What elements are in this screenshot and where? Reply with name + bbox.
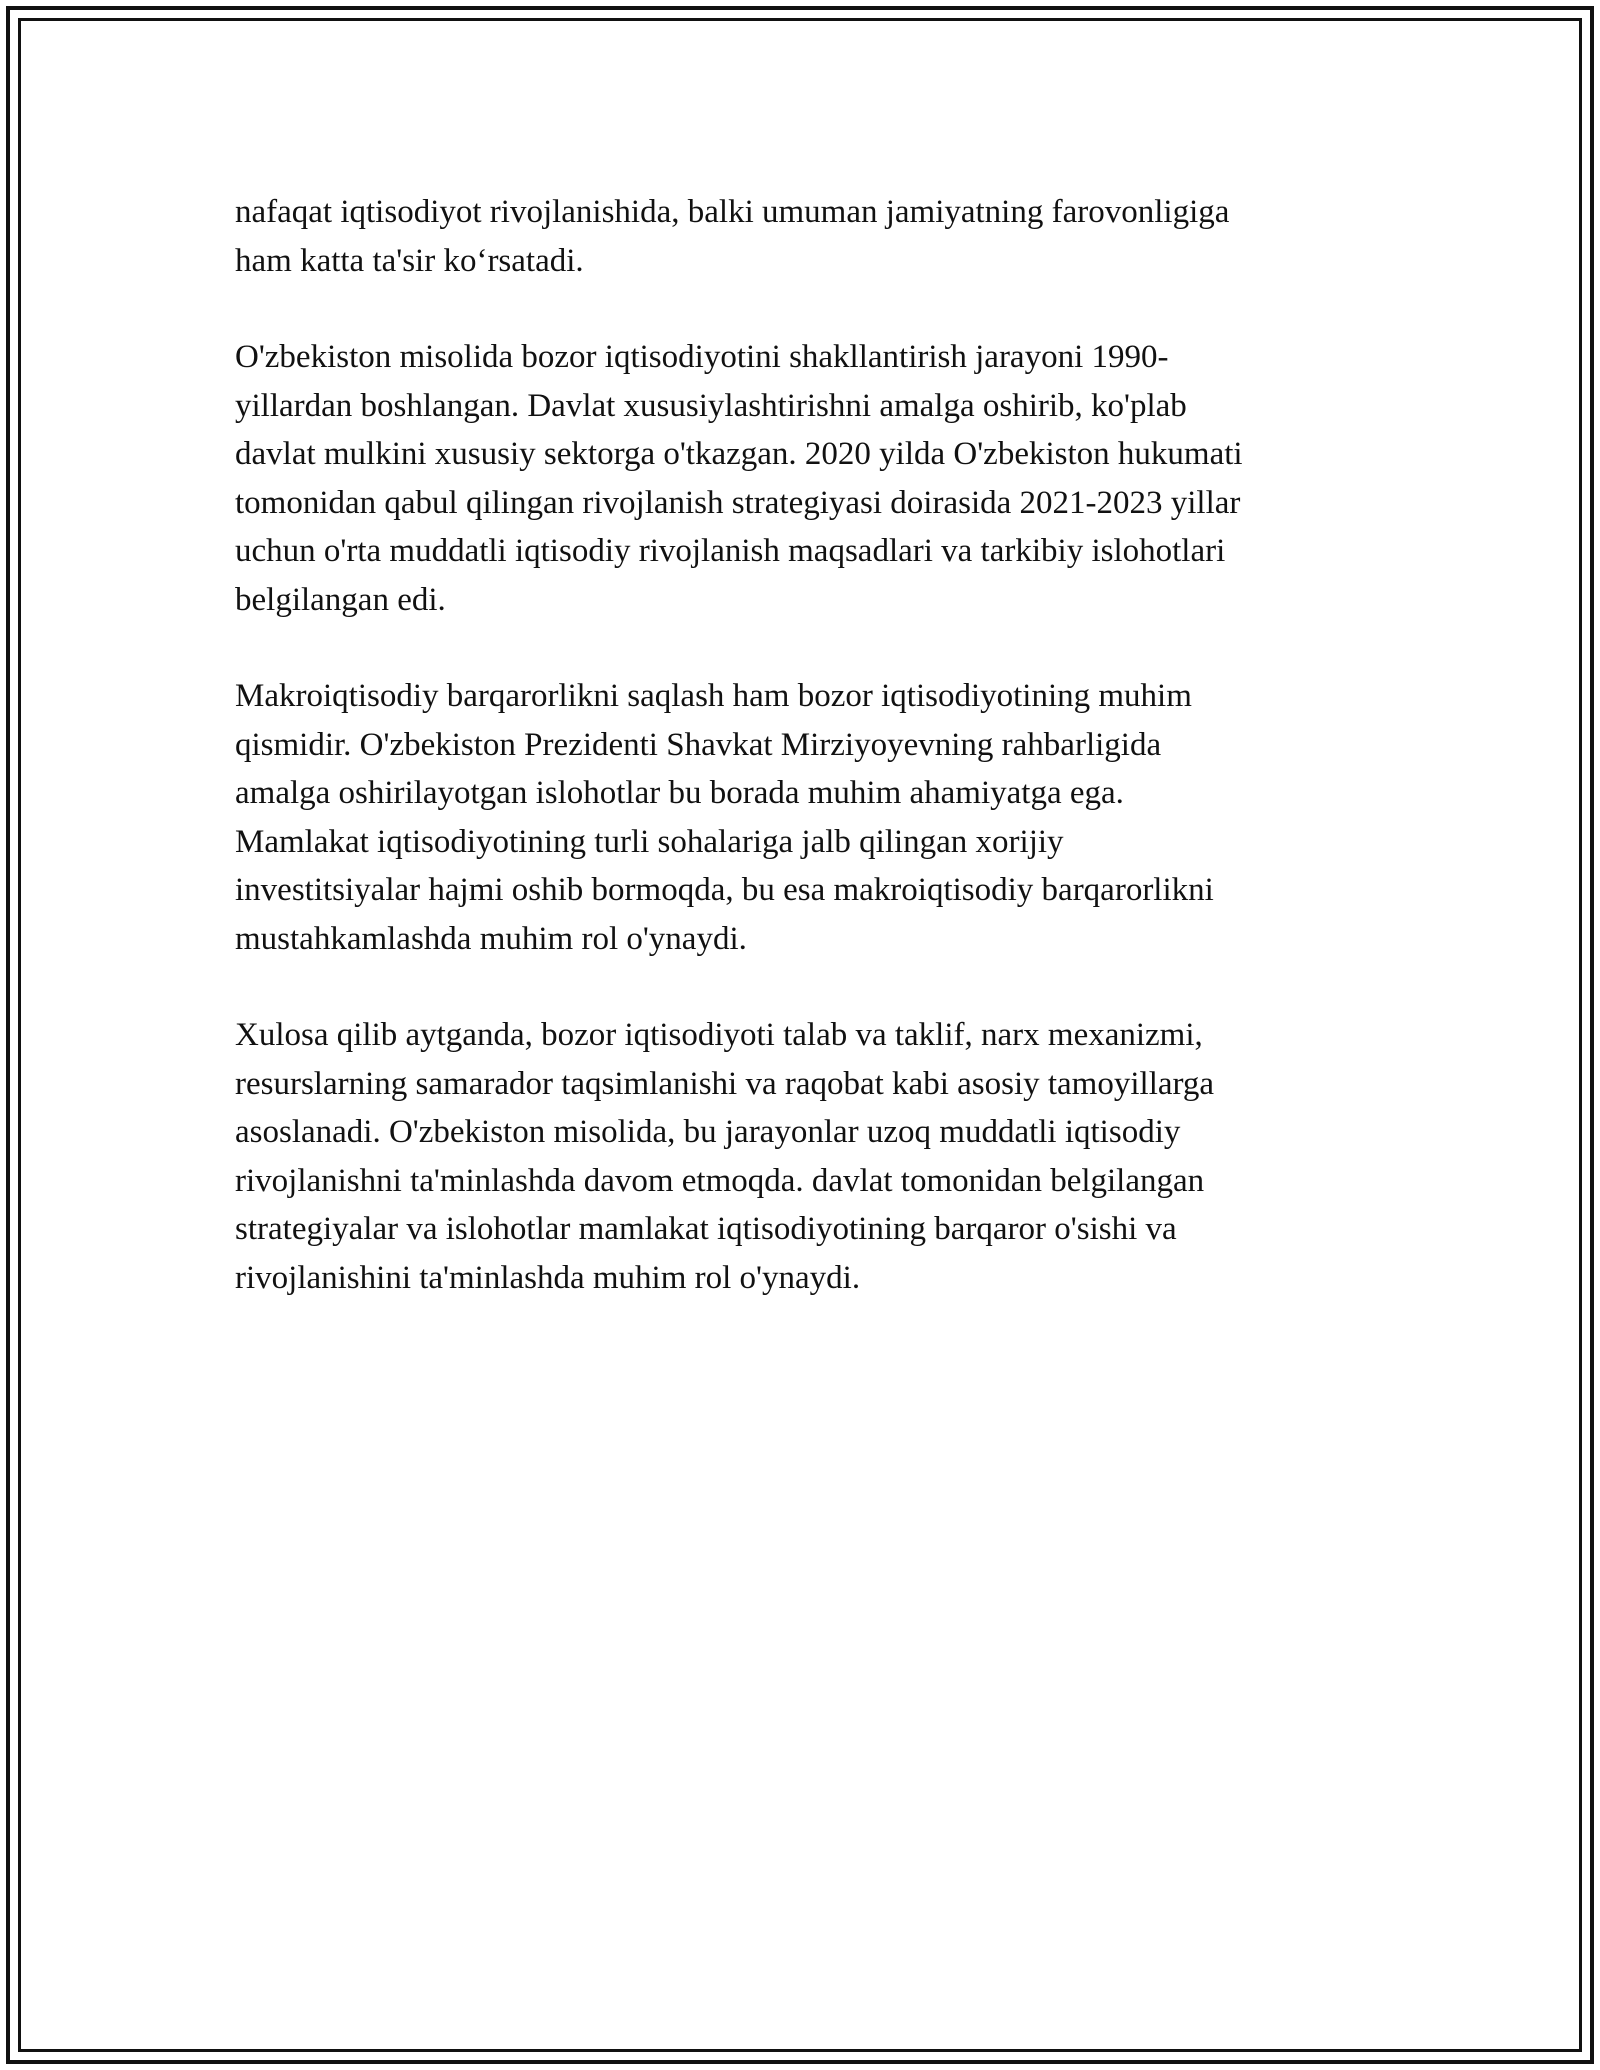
paragraph-3: Makroiqtisodiy barqarorlikni saqlash ham bozor iqtisodiyotining muhim qismidir. O'zbekiston Prezidenti Shavkat Mirziyoyevning rahbarligida amalga oshirilayotgan islohotlar bu borada muhim ahamiyatga ega. Mamlakat iqtisodiyotining turli sohalariga jalb qilingan xorijiy investitsiyalar hajmi oshib bormoqda, bu esa makroiqtisodiy barqarorlikni mustahkamlashda muhim rol o'ynaydi. [235, 678, 1214, 957]
document-body [235, 188, 1375, 1350]
paragraph-4: Xulosa qilib aytganda, bozor iqtisodiyoti talab va taklif, narx mexanizmi, resurslarning samarador taqsimlanishi va raqobat kabi asosiy tamoyillarga asoslanadi. O'zbekiston misolida, bu jarayonlar uzoq muddatli iqtisodiy rivojlanishni ta'minlashda davom etmoqda. davlat tomonidan belgilangan strategiyalar va islohotlar mamlakat iqtisodiyotining barqaror o'sishi va rivojlanishini ta'minlashda muhim rol o'ynaydi. [235, 1017, 1215, 1296]
paragraph-2: O'zbekiston misolida bozor iqtisodiyotini shakllantirish jarayoni 1990- yillardan boshlangan. Davlat xususiylashtirishni amalga oshirib, ko'plab davlat mulkini xususiy sektorga o'tkazgan. 2020 yilda O'zbekiston hukumati tomonidan qabul qilingan rivojlanish strategiyasi doirasida 2021-2023 yillar uchun o'rta muddatli iqtisodiy rivojlanish maqsadlari va tarkibiy islohotlari belgilangan edi. [235, 339, 1243, 618]
paragraph-1: nafaqat iqtisodiyot rivojlanishida, balki umuman jamiyatning farovonligiga ham katta ta'sir ko‘rsatadi. [235, 194, 1230, 279]
